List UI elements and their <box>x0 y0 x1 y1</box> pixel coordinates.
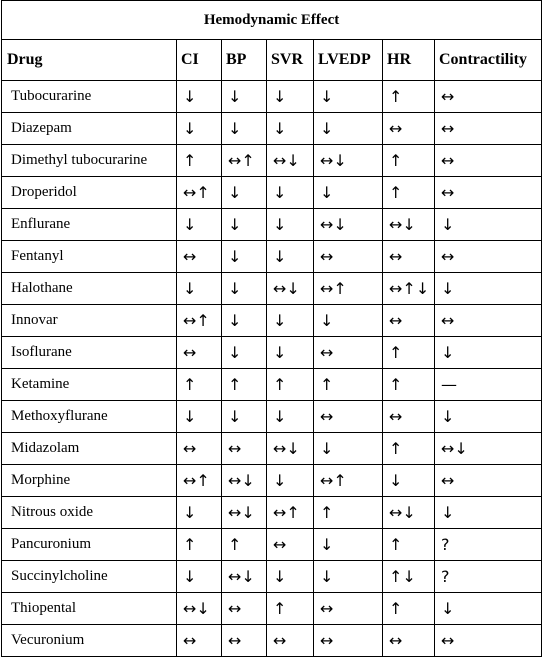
cell-svr-effect: ↓ <box>267 81 314 113</box>
cell-contractility-effect: ↓ <box>435 337 542 369</box>
cell-bp-effect: ↔↓ <box>222 561 267 593</box>
cell-ci-effect: ↔ <box>177 337 222 369</box>
cell-drug-name: Isoflurane <box>2 337 177 369</box>
cell-drug-name: Morphine <box>2 465 177 497</box>
cell-lvedp-effect: ↔ <box>314 593 383 625</box>
cell-lvedp-effect: ↓ <box>314 113 383 145</box>
cell-bp-effect: ↔↓ <box>222 497 267 529</box>
cell-ci-effect: ↔↓ <box>177 593 222 625</box>
cell-contractility-effect: ↓ <box>435 273 542 305</box>
cell-bp-effect: ↔↓ <box>222 465 267 497</box>
cell-bp-effect: ↓ <box>222 337 267 369</box>
cell-lvedp-effect: ↓ <box>314 305 383 337</box>
table-row <box>2 497 542 529</box>
cell-lvedp-effect: ↔↑ <box>314 465 383 497</box>
cell-ci-effect: ↑ <box>177 529 222 561</box>
cell-drug-name: Dimethyl tubocurarine <box>2 145 177 177</box>
cell-drug-name: Enflurane <box>2 209 177 241</box>
cell-lvedp-effect: ↔ <box>314 337 383 369</box>
table-body <box>2 81 542 657</box>
cell-ci-effect: ↔↑ <box>177 305 222 337</box>
cell-lvedp-effect: ↓ <box>314 177 383 209</box>
cell-drug-name: Methoxyflurane <box>2 401 177 433</box>
cell-bp-effect: ↓ <box>222 209 267 241</box>
cell-hr-effect: ↓ <box>383 465 435 497</box>
cell-lvedp-effect: ↔ <box>314 401 383 433</box>
cell-svr-effect: ↓ <box>267 209 314 241</box>
cell-bp-effect: ↔ <box>222 593 267 625</box>
cell-drug-name: Fentanyl <box>2 241 177 273</box>
cell-lvedp-effect: ↔ <box>314 241 383 273</box>
cell-hr-effect: ↑↓ <box>383 561 435 593</box>
cell-lvedp-effect: ↑ <box>314 497 383 529</box>
cell-hr-effect: ↑ <box>383 145 435 177</box>
cell-contractility-effect: ↔ <box>435 81 542 113</box>
table-row <box>2 561 542 593</box>
cell-drug-name: Halothane <box>2 273 177 305</box>
cell-hr-effect: ↔ <box>383 625 435 657</box>
cell-svr-effect: ↓ <box>267 337 314 369</box>
cell-hr-effect: ↑ <box>383 529 435 561</box>
cell-lvedp-effect: ↔↓ <box>314 145 383 177</box>
cell-svr-effect: ↓ <box>267 177 314 209</box>
cell-svr-effect: ↓ <box>267 113 314 145</box>
cell-drug-name: Succinylcholine <box>2 561 177 593</box>
cell-bp-effect: ↑ <box>222 369 267 401</box>
cell-contractility-effect: ↔ <box>435 625 542 657</box>
cell-hr-effect: ↑ <box>383 177 435 209</box>
table-row <box>2 529 542 561</box>
cell-ci-effect: ↔↑ <box>177 465 222 497</box>
column-header-lvedp: LVEDP <box>314 40 383 81</box>
header-row <box>2 40 542 81</box>
cell-svr-effect: ↔↓ <box>267 273 314 305</box>
table-row <box>2 273 542 305</box>
cell-drug-name: Pancuronium <box>2 529 177 561</box>
cell-hr-effect: ↑ <box>383 433 435 465</box>
cell-bp-effect: ↓ <box>222 81 267 113</box>
column-header-drug: Drug <box>2 40 177 81</box>
cell-bp-effect: ↔↑ <box>222 145 267 177</box>
cell-ci-effect: ↔ <box>177 433 222 465</box>
column-header-contractility: Contractility <box>435 40 542 81</box>
cell-svr-effect: ↓ <box>267 465 314 497</box>
cell-bp-effect: ↓ <box>222 177 267 209</box>
cell-hr-effect: ↔ <box>383 113 435 145</box>
cell-lvedp-effect: ↓ <box>314 81 383 113</box>
cell-hr-effect: ↔ <box>383 241 435 273</box>
cell-drug-name: Ketamine <box>2 369 177 401</box>
cell-ci-effect: ↓ <box>177 401 222 433</box>
cell-bp-effect: ↓ <box>222 305 267 337</box>
cell-bp-effect: ↔ <box>222 625 267 657</box>
cell-drug-name: Innovar <box>2 305 177 337</box>
cell-ci-effect: ↓ <box>177 209 222 241</box>
table-row <box>2 241 542 273</box>
cell-drug-name: Midazolam <box>2 433 177 465</box>
cell-hr-effect: ↔↓ <box>383 497 435 529</box>
cell-contractility-effect: — <box>435 369 542 401</box>
cell-ci-effect: ↓ <box>177 113 222 145</box>
table-row <box>2 625 542 657</box>
hemodynamic-effect-table <box>1 0 542 657</box>
table-row <box>2 209 542 241</box>
cell-svr-effect: ↔↑ <box>267 497 314 529</box>
cell-hr-effect: ↔ <box>383 401 435 433</box>
cell-lvedp-effect: ↔↑ <box>314 273 383 305</box>
cell-contractility-effect: ? <box>435 529 542 561</box>
cell-contractility-effect: ↔ <box>435 241 542 273</box>
cell-hr-effect: ↔ <box>383 305 435 337</box>
cell-lvedp-effect: ↓ <box>314 561 383 593</box>
cell-svr-effect: ↔↓ <box>267 433 314 465</box>
cell-hr-effect: ↑ <box>383 369 435 401</box>
cell-svr-effect: ↔↓ <box>267 145 314 177</box>
cell-svr-effect: ↓ <box>267 561 314 593</box>
cell-contractility-effect: ↓ <box>435 497 542 529</box>
cell-contractility-effect: ↓ <box>435 593 542 625</box>
column-header-hr: HR <box>383 40 435 81</box>
cell-hr-effect: ↔↑↓ <box>383 273 435 305</box>
cell-bp-effect: ↓ <box>222 241 267 273</box>
cell-hr-effect: ↔↓ <box>383 209 435 241</box>
cell-hr-effect: ↑ <box>383 337 435 369</box>
cell-svr-effect: ↑ <box>267 369 314 401</box>
cell-ci-effect: ↑ <box>177 145 222 177</box>
table-row <box>2 401 542 433</box>
cell-contractility-effect: ↔ <box>435 305 542 337</box>
cell-ci-effect: ↓ <box>177 497 222 529</box>
table-row <box>2 81 542 113</box>
cell-bp-effect: ↓ <box>222 273 267 305</box>
cell-lvedp-effect: ↔ <box>314 625 383 657</box>
cell-bp-effect: ↑ <box>222 529 267 561</box>
cell-drug-name: Nitrous oxide <box>2 497 177 529</box>
cell-hr-effect: ↑ <box>383 593 435 625</box>
cell-ci-effect: ↔↑ <box>177 177 222 209</box>
table-row <box>2 113 542 145</box>
table-row <box>2 433 542 465</box>
table-row <box>2 369 542 401</box>
cell-drug-name: Tubocurarine <box>2 81 177 113</box>
cell-ci-effect: ↔ <box>177 241 222 273</box>
cell-lvedp-effect: ↔↓ <box>314 209 383 241</box>
cell-ci-effect: ↓ <box>177 273 222 305</box>
cell-drug-name: Droperidol <box>2 177 177 209</box>
table-row <box>2 177 542 209</box>
cell-contractility-effect: ↔ <box>435 177 542 209</box>
cell-lvedp-effect: ↑ <box>314 369 383 401</box>
cell-contractility-effect: ? <box>435 561 542 593</box>
table-row <box>2 337 542 369</box>
cell-bp-effect: ↓ <box>222 113 267 145</box>
cell-bp-effect: ↔ <box>222 433 267 465</box>
table-row <box>2 465 542 497</box>
cell-contractility-effect: ↔↓ <box>435 433 542 465</box>
cell-ci-effect: ↑ <box>177 369 222 401</box>
title-row <box>2 1 542 40</box>
cell-svr-effect: ↓ <box>267 305 314 337</box>
cell-contractility-effect: ↔ <box>435 465 542 497</box>
cell-svr-effect: ↓ <box>267 241 314 273</box>
cell-ci-effect: ↓ <box>177 81 222 113</box>
column-header-bp: BP <box>222 40 267 81</box>
cell-svr-effect: ↔ <box>267 625 314 657</box>
table-row <box>2 305 542 337</box>
cell-contractility-effect: ↔ <box>435 113 542 145</box>
column-header-ci: CI <box>177 40 222 81</box>
cell-drug-name: Diazepam <box>2 113 177 145</box>
cell-lvedp-effect: ↓ <box>314 433 383 465</box>
cell-bp-effect: ↓ <box>222 401 267 433</box>
cell-ci-effect: ↔ <box>177 625 222 657</box>
cell-contractility-effect: ↓ <box>435 401 542 433</box>
cell-svr-effect: ↔ <box>267 529 314 561</box>
cell-lvedp-effect: ↓ <box>314 529 383 561</box>
table-row <box>2 145 542 177</box>
table-row <box>2 593 542 625</box>
column-header-svr: SVR <box>267 40 314 81</box>
cell-svr-effect: ↓ <box>267 401 314 433</box>
cell-drug-name: Vecuronium <box>2 625 177 657</box>
cell-contractility-effect: ↔ <box>435 145 542 177</box>
table-title: Hemodynamic Effect <box>2 1 542 40</box>
cell-svr-effect: ↑ <box>267 593 314 625</box>
cell-ci-effect: ↓ <box>177 561 222 593</box>
cell-drug-name: Thiopental <box>2 593 177 625</box>
cell-hr-effect: ↑ <box>383 81 435 113</box>
cell-contractility-effect: ↓ <box>435 209 542 241</box>
